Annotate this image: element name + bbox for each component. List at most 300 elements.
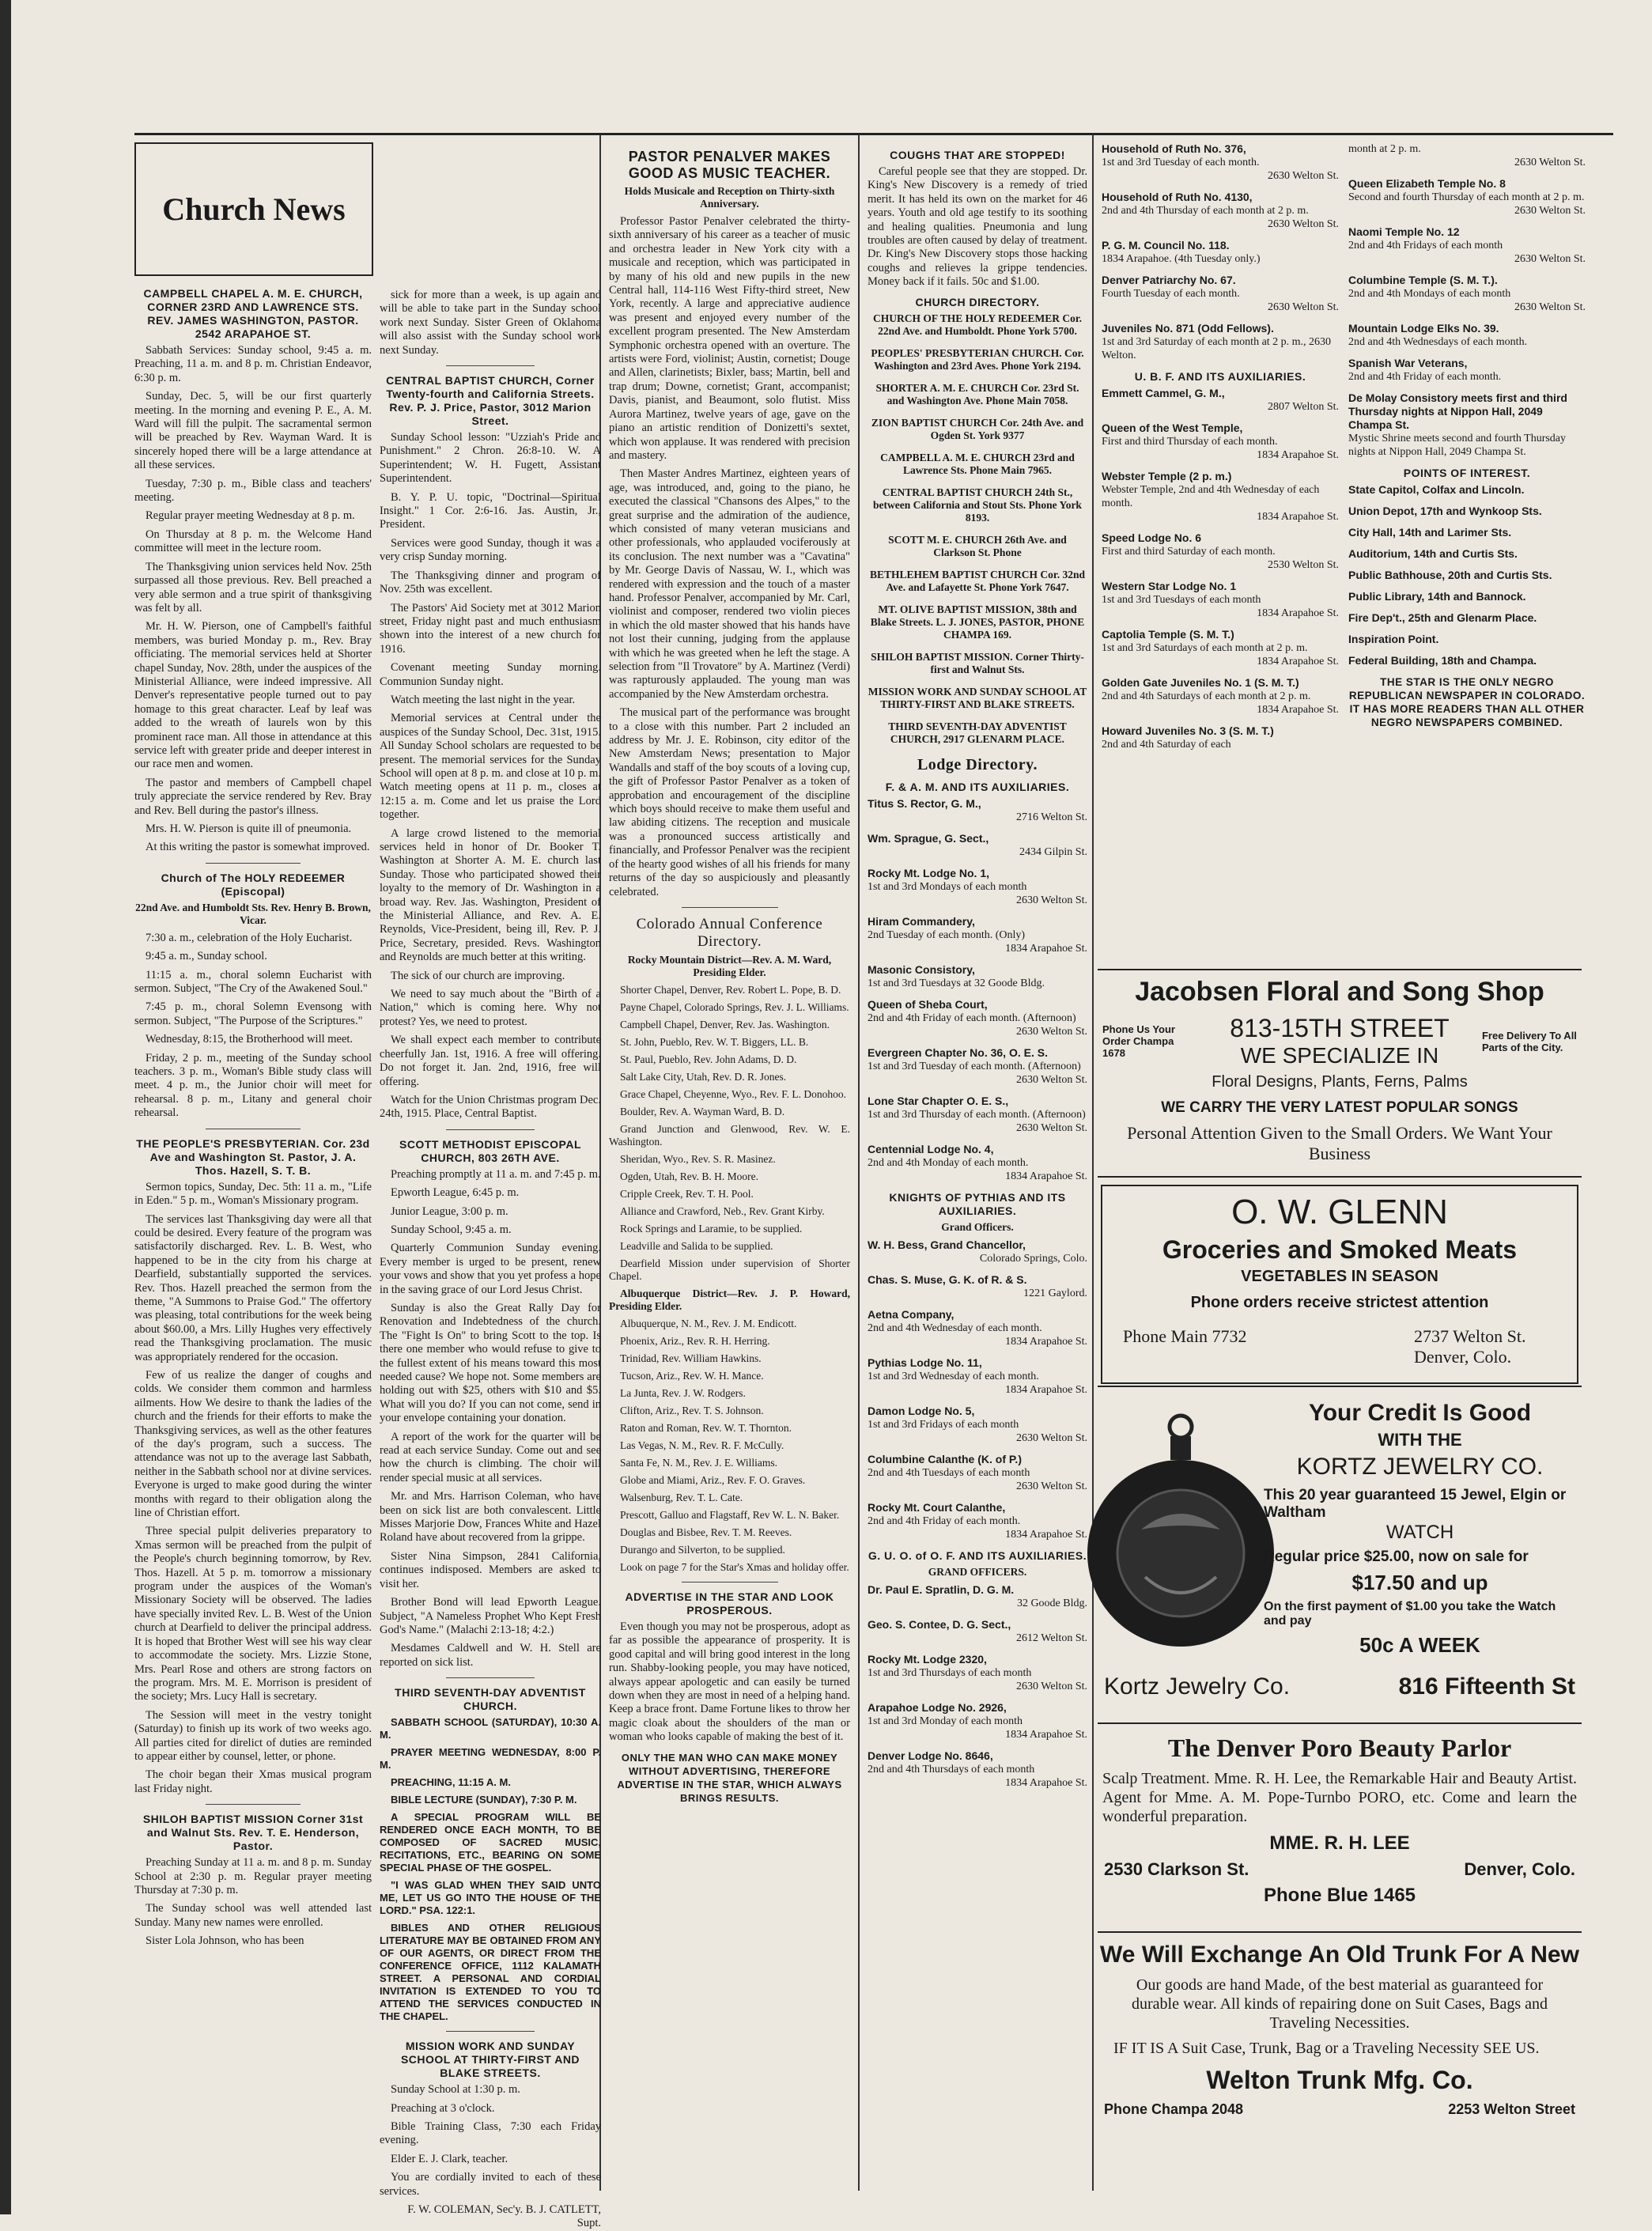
lodge-name: Howard Juveniles No. 3 (S. M. T.) [1102,724,1274,737]
shiloh-heading: SHILOH BAPTIST MISSION Corner 31st and Walnut Sts. Rev. T. E. Henderson, Pastor. [142,1813,364,1853]
lodge-name: Denver Patriarchy No. 67. [1102,274,1236,286]
points-of-interest-heading: POINTS OF INTEREST. [1403,467,1531,479]
list-item: Leadville and Salida to be supplied. [620,1239,773,1252]
point-of-interest: City Hall, 14th and Larimer Sts. [1348,526,1512,539]
paragraph: A large crowd listened to the memorial services held in honor of Dr. Booker T. Washington at Shorter A. M. E. church last Sunday. Those who participated showed their loyalty to the memory of Dr. Washington in a broad way. Rev. Jas. Washington, President of the Ministerial Alliance, and Rev. A. E. Reynolds, Vice-President, being ill, Rev. P. J. Price, Secretary, presided. Revs. Washington and Reynolds are much better at this writing. [380,826,601,964]
lodge-address: 1834 Arapahoe St. [1005,942,1087,955]
list-item: Shorter Chapel, Denver, Rev. Robert L. Pope, B. D. [620,983,841,996]
lodge-entry [868,1453,1087,1493]
lodge-entry [1102,274,1339,314]
jacobsen-songs: WE CARRY THE VERY LATEST POPULAR SONGS [1161,1099,1518,1116]
jacobsen-attention: Personal Attention Given to the Small Orders. We Want Your Business [1127,1123,1552,1163]
paragraph: sick for more than a week, is up again and will be able to take part in the Sunday school work next Sunday. Sister Green of Oklahoma will also assist with the Sunday school work next Sunday. [380,289,601,357]
lodge-schedule: 2nd and 4th Wednesdays of each month. [1348,336,1528,348]
adventist-body [380,1716,601,2023]
trunk-ad [1098,1934,1582,2194]
lodge-schedule: 1st and 3rd Tuesdays of each month [1102,594,1261,606]
lodge-entry [1102,676,1339,717]
poro-ad [1098,1726,1582,1933]
paragraph: Sunday School lesson: "Uzziah's Pride and Punishment." 2 Chron. 26:8-10. W. A Superintendent; W. H. Fugett, Assistant Superintendent. [380,431,601,486]
poro-city: Denver, Colo. [1464,1859,1575,1879]
kp-subheading: Grand Officers. [941,1220,1014,1233]
church-directory-entry: ZION BAPTIST CHURCH Cor. 24th Ave. and Ogden St. York 9377 [871,416,1084,441]
paragraph: Sunday is also the Great Rally Day for Renovation and Indebtedness of the church. The "Fight Is On" to bring Scott to the top. Is there one member who would refuse to give to the fullest extent of his means toward this most needed cause? We hope not. Some members are holding out with $25, others with $10 and $5. What will you do? If you can not come, send in your envelope containing your donation. [380,1301,601,1425]
lodge-address: 2630 Welton St. [1015,894,1087,906]
paragraph: Few of us realize the danger of coughs and colds. We consider them common and harmless ailments. How We desire to thank the ladies of the church and the friends for their efforts to make the Thanksgiving services, as well as the other features of the day's program, such a success. The attendance was not up to the average last Sabbath, neither in the Sabbath school nor at divine services. Everyone is urged to make good during the winter months with regard to their obligation along the line of Christian effort. [134,1368,372,1520]
list-item: Durango and Silverton, to be supplied. [620,1543,785,1556]
lodge-address: 2630 Welton St. [1015,1680,1087,1692]
lodge-address: 1834 Arapahoe St. [1257,704,1339,716]
lodge-name: Naomi Temple No. 12 [1348,225,1460,238]
point-of-interest: State Capitol, Colfax and Lincoln. [1348,483,1525,496]
lodge-name: Western Star Lodge No. 1 [1102,580,1237,592]
lodge-entry [1348,225,1586,266]
paragraph: The Thanksgiving union services held Nov. 25th surpassed all those previous. Rev. Bell preached a very able sermon and a true spirit of thanksgiving was felt by all. [134,560,372,614]
paragraph: Brother Bond will lead Epworth League. Subject, "A Nameless Prophet Who Kept Fresh God's Name." (Malachi 2:13-18; 4:2.) [380,1596,601,1636]
lodge-entry [1102,470,1339,524]
paragraph: The Sunday school was well attended last Sunday. Many new names were enrolled. [134,1902,372,1929]
lodge-address: 2630 Welton St. [1015,1431,1087,1444]
lodge-name: Webster Temple (2 p. m.) [1102,470,1232,482]
lodge-name: Captolia Temple (S. M. T.) [1102,628,1234,641]
peoples-heading: THE PEOPLE'S PRESBYTERIAN. Cor. 23d Ave and Washington St. Pastor, J. A. Thos. Hazell, S. T. B. [136,1136,370,1177]
lodge-entry [1348,142,1586,169]
separator [206,1804,301,1805]
paragraph: You are cordially invited to each of these services. [380,2171,601,2198]
lodge-address: 2630 Welton St. [1514,301,1586,313]
paragraph: The services last Thanksgiving day were all that could be desired. Every feature of the program was satisfactorily discharged. Rev. L. B. West, who happened to be in the city from his charge at Dearfield, substantially supported the services. Rev. Thos. Hazell preached the sermon from the theme, "A Summons to Praise God." The offertory was pleasing, total contributions for the week being about $60.00, a Mrs. Lilly Hughes very effectively read the Thanksgiving proclamation. The music was appropriately rendered for the occasion. [134,1212,372,1363]
masthead-title: Church News [162,191,346,227]
poro-title: The Denver Poro Beauty Parlor [1167,1734,1512,1762]
trunk-body2: IF IT IS A Suit Case, Trunk, Bag or a Traveling Necessity SEE US. [1113,2040,1540,2057]
lodge-name: Golden Gate Juveniles No. 1 (S. M. T.) [1102,676,1299,689]
lodge-entry [1102,191,1339,231]
lodge-entry [1102,628,1339,668]
lodge-name: Geo. S. Contee, D. G. Sect., [868,1617,1011,1631]
paragraph: Epworth League, 6:45 p. m. [391,1186,520,1200]
lodge-schedule: 2nd and 4th Thursdays of each month [868,1763,1035,1775]
lodge-name: Wm. Sprague, G. Sect., [868,831,989,845]
lodge-schedule: First and third Saturday of each month. [1102,546,1276,558]
kortz-line3: KORTZ JEWELRY CO. [1296,1454,1544,1480]
jacobsen-phone: Phone Us Your Order Champa 1678 [1102,1023,1175,1059]
trunk-body1: Our goods are hand Made, of the best material as guaranteed for durable wear. All kinds of repairing done on Suit Cases, Bags and Traveling Necessities. [1131,1976,1548,2032]
lodge-name: Hiram Commandery, [868,914,975,928]
jacobsen-address: 813-15TH STREET [1230,1014,1450,1042]
list-item: Payne Chapel, Colorado Springs, Rev. J. L. Williams. [620,1000,849,1013]
glenn-line1: Groceries and Smoked Meats [1162,1235,1518,1264]
lodge-name: Masonic Consistory, [868,962,975,976]
list-item: Dearfield Mission under supervision of Shorter Chapel. [609,1257,850,1282]
paragraph: Sunday School at 1:30 p. m. [391,2083,520,2097]
coughs-heading: COUGHS THAT ARE STOPPED! [890,149,1065,161]
lodge-entry [868,1701,1087,1741]
list-item: Salt Lake City, Utah, Rev. D. R. Jones. [620,1070,787,1083]
paragraph: Mr. and Mrs. Harrison Coleman, who have been on sick list are both convalescent. Little Misses Marjorie Dow, Frances White and Hazel Roland have about recovered from la grippe. [380,1490,601,1545]
paragraph: Friday, 2 p. m., meeting of the Sunday school teachers. 3 p. m., Woman's Bible study class will meet. 4 p. m., the Junior choir will meet for rehearsal. 8 p. m., Litany and general choir rehearsal. [134,1051,372,1120]
church-directory-entry: MT. OLIVE BAPTIST MISSION, 38th and Blake Streets. L. J. JONES, PASTOR, PHONE CHAMPA 169. [870,603,1085,641]
lodge-entry [868,1238,1087,1265]
lodge-address: 2630 Welton St. [1267,301,1339,313]
paragraph: Junior League, 3:00 p. m. [391,1204,508,1218]
list-item: Rock Springs and Laramie, to be supplied. [620,1222,803,1235]
column-6 [1348,142,1586,973]
district-heading: Albuquerque District—Rev. J. P. Howard, Presiding Elder. [609,1287,850,1312]
poro-address: 2530 Clarkson St. [1104,1859,1249,1879]
paragraph: Watch for the Union Christmas program Dec. 24th, 1915. Place, Central Baptist. [380,1093,601,1121]
lodge-schedule: 1st and 3rd Thursdays of each month [868,1666,1032,1679]
trunk-address: 2253 Welton Street [1448,2101,1575,2117]
column-1 [134,142,372,2199]
lodge-list [1102,142,1339,362]
paragraph: Wednesday, 8:15, the Brotherhood will meet. [146,1033,353,1046]
paragraph: The Pastors' Aid Society met at 3012 Marion street, Friday night past and much enthusiasm shown into the interest of a new church for 1916. [380,601,601,656]
list-item: Cripple Creek, Rev. T. H. Pool. [620,1187,754,1200]
paragraph: "I WAS GLAD WHEN THEY SAID UNTO ME, LET US GO INTO THE HOUSE OF THE LORD." PSA. 122:1. [380,1879,601,1917]
lodge-address: Colorado Springs, Colo. [979,1252,1087,1265]
lodge-schedule: Mystic Shrine meets second and fourth Thursday nights at Nippon Hall, 2049 Champa St. [1348,433,1567,458]
lodge-schedule: 2nd and 4th Saturdays of each month at 2 p. m. [1102,690,1311,702]
lodge-address: 2630 Welton St. [1015,1121,1087,1134]
lodge-entry [868,1356,1087,1397]
separator [446,1677,535,1678]
lodge-entry [868,1308,1087,1348]
lodge-schedule: 1st and 3rd Tuesday of each month. [1102,157,1260,168]
lodge-entry [868,1583,1087,1610]
conference-list [609,984,850,1574]
paragraph: Mesdames Caldwell and W. H. Stell are reported on sick list. [380,1642,601,1669]
kortz-ad [1098,1389,1582,1724]
lodge-entry [868,867,1087,907]
point-of-interest: Inspiration Point. [1348,633,1439,645]
lodge-name: Household of Ruth No. 376, [1102,142,1246,155]
lodge-name: Emmett Cammel, G. M., [1102,387,1225,399]
glenn-title: O. W. GLENN [1231,1193,1448,1231]
paragraph: Sermon topics, Sunday, Dec. 5th: 11 a. m., "Life in Eden." 5 p. m., Woman's Missionary program. [134,1180,372,1208]
lodge-entry [1348,274,1586,314]
paragraph: Careful people see that they are stopped. Dr. King's New Discovery is a remedy of tried merit. It has held its own on the market for 46 years. Youth and old age testify to its soothing and healing qualities. Pneumonia and lung troubles are often caused by delay of treatment. Dr. King's New Discovery stops those hacking coughs and relieves la grippe tendencies. Money back if it fails. 50c and $1.00. [868,165,1087,289]
redeemer-heading: Church of The HOLY REDEEMER (Episcopal) [161,871,346,898]
list-item: Prescott, Galluo and Flagstaff, Rev W. L. N. Baker. [620,1508,840,1521]
paragraph: SABBATH SCHOOL (SATURDAY), 10:30 A. M. [380,1716,601,1741]
paragraph: Sabbath Services: Sunday school, 9:45 a. m. Preaching, 11 a. m. and 8 p. m. Christian Endeavor, 6:30 p. m. [134,344,372,384]
paragraph: 11:15 a. m., choral solemn Eucharist with sermon. Subject, "The Cry of the Awakened Soul." [134,968,372,996]
column-2 [372,142,601,2230]
lodge-name: De Molay Consistory meets first and third Thursday nights at Nippon Hall, 2049 Champa St. [1348,391,1567,431]
lodge-schedule: Fourth Tuesday of each month. [1102,288,1240,300]
list-item: Las Vegas, N. M., Rev. R. F. McCully. [620,1439,784,1451]
paragraph: We shall expect each member to contribute cheerfully Jan. 1st, 1916. A free will offering. Do not forget it. Jan. 2nd, 1916, free will offering. [380,1034,601,1088]
kortz-line5: WATCH [1385,1522,1454,1543]
lodge-address: 1834 Arapahoe St. [1005,1728,1087,1741]
lodge-schedule: 2nd and 4th Wednesday of each month. [868,1322,1042,1334]
masthead-box [134,142,373,276]
paragraph: The choir began their Xmas musical program last Friday night. [134,1768,372,1795]
separator [206,863,301,864]
odd-fellows-subheading: GRAND OFFICERS. [928,1565,1027,1578]
mission-heading: MISSION WORK AND SUNDAY SCHOOL AT THIRTY-FIRST AND BLAKE STREETS. [400,2040,580,2080]
lodge-name: Spanish War Veterans, [1348,357,1468,369]
paragraph: A report of the work for the quarter will be read at each service Sunday. Come out and see how the church is climbing. The choir will render special music at all services. [380,1430,601,1484]
lodge-schedule: 2nd and 4th Saturday of each [1102,739,1231,751]
kortz-line2: WITH THE [1378,1430,1462,1450]
penalver-heading: PASTOR PENALVER MAKES GOOD AS MUSIC TEACHER. [628,149,831,181]
lodge-entry [1348,391,1586,459]
adventist-heading: THIRD SEVENTH-DAY ADVENTIST CHURCH. [395,1686,586,1713]
lodge-name: Aetna Company, [868,1307,955,1321]
lodge-entry [1348,177,1586,217]
lodge-schedule: 1st and 3rd Mondays of each month [868,880,1027,893]
lodge-entry [868,1405,1087,1445]
lodge-entry [1102,724,1339,751]
trunk-title: We Will Exchange An Old Trunk For A New [1100,1942,1579,1968]
lodge-address: 2630 Welton St. [1267,218,1339,230]
lodge-entry [1102,531,1339,572]
lodge-entry [868,998,1087,1038]
lodge-entry [868,1749,1087,1790]
list-item: Grace Chapel, Cheyenne, Wyo., Rev. F. L. Donohoo. [620,1087,847,1100]
trunk-company: Welton Trunk Mfg. Co. [1206,2066,1473,2094]
ubf-lodge-list [1102,387,1339,751]
lodge-schedule: 2nd and 4th Friday of each month. [868,1514,1021,1527]
redeemer-subheading: 22nd Ave. and Humboldt Sts. Rev. Henry B. Brown, Vicar. [135,901,371,926]
lodge-name: Chas. S. Muse, G. K. of R. & S. [868,1272,1027,1286]
kp-lodge-list [868,1238,1087,1541]
list-item: La Junta, Rev. J. W. Rodgers. [620,1386,746,1399]
church-directory-entry: BETHLEHEM BAPTIST CHURCH Cor. 32nd Ave. and Lafayette St. Phone York 7647. [870,568,1085,593]
central-heading: CENTRAL BAPTIST CHURCH, Corner Twenty-fourth and California Streets. Rev. P. J. Price, Pastor, 3012 Marion Street. [386,374,595,428]
list-item: Globe and Miami, Ariz., Rev. F. O. Graves. [620,1473,806,1486]
paragraph: A SPECIAL PROGRAM WILL BE RENDERED ONCE EACH MONTH, TO BE COMPOSED OF SACRED MUSIC, RECITATIONS, ETC., BEARING ON SOME SPECIAL PHASE OF THE GOSPEL. [380,1811,601,1874]
advertise-closing: ONLY THE MAN WHO CAN MAKE MONEY WITHOUT ADVERTISING, THEREFORE ADVERTISE IN THE STAR, WHICH ALWAYS BRINGS RESULTS. [617,1751,842,1804]
paragraph: We need to say much about the "Birth of a Nation," which is coming here. Why not protest? Yes, we need to protest. [380,988,601,1028]
lodge-name: Pythias Lodge No. 11, [868,1356,982,1369]
lodge-schedule: Webster Temple, 2nd and 4th Wednesday of each month. [1102,484,1320,509]
lodge-entry [1348,357,1586,384]
lodge-entry [1102,422,1339,462]
list-item: Albuquerque, N. M., Rev. J. M. Endicott. [620,1317,797,1329]
lodge-address: 1834 Arapahoe St. [1005,1335,1087,1348]
lodge-entry [1102,387,1339,414]
lodge-schedule: First and third Thursday of each month. [1102,436,1278,448]
lodge-schedule: 1st and 3rd Saturday of each month at 2 p. m., 2630 Welton. [1102,336,1332,361]
list-item: Alliance and Crawford, Neb., Rev. Grant Kirby. [620,1204,825,1217]
lodge-address: 1834 Arapahoe St. [1257,656,1339,667]
lodge-entry [868,1653,1087,1693]
lodge-entry [868,1095,1087,1135]
church-directory-heading: CHURCH DIRECTORY. [915,295,1040,308]
list-item: Walsenburg, Rev. T. L. Cate. [620,1491,743,1503]
top-rule [134,133,1613,135]
point-of-interest: Federal Building, 18th and Champa. [1348,654,1537,667]
church-directory-entry: MISSION WORK AND SUNDAY SCHOOL AT THIRTY-FIRST AND BLAKE STREETS. [868,685,1087,710]
church-directory-entry: SCOTT M. E. CHURCH 26th Ave. and Clarkson St. Phone [888,533,1067,558]
kortz-line6: Regular price $25.00, now on sale for [1264,1548,1529,1565]
paragraph: Bible Training Class, 7:30 each Friday evening. [380,2119,601,2147]
lodge-schedule: 1st and 3rd Thursday of each month. (Afternoon) [868,1108,1086,1121]
lodge-name: Titus S. Rector, G. M., [868,796,981,810]
paragraph: The sick of our church are improving. [391,969,565,982]
paragraph: Sunday School, 9:45 a. m. [391,1223,512,1236]
lodge-entry [1102,580,1339,620]
kortz-footer-name: Kortz Jewelry Co. [1104,1673,1291,1700]
paragraph: At this writing the pastor is somewhat improved. [146,841,370,854]
lodge-name: Rocky Mt. Lodge No. 1, [868,866,990,879]
lodge-schedule: 1st and 3rd Wednesday of each month. [868,1370,1039,1382]
church-directory-entry: CAMPBELL A. M. E. CHURCH 23rd and Lawrence Sts. Phone Main 7965. [880,451,1075,476]
paragraph: The pastor and members of Campbell chapel truly appreciate the service rendered by Rev. Bray and Rev. Bell during the pastor's illness. [134,776,372,817]
lodge-schedule: 1834 Arapahoe. (4th Tuesday only.) [1102,253,1261,265]
lodge-schedule: 2nd and 4th Thursday of each month at 2 p. m. [1102,205,1309,217]
lodge-schedule: 2nd and 4th Mondays of each month [1348,288,1511,300]
list-item: Sheridan, Wyo., Rev. S. R. Masinez. [620,1152,776,1165]
lodge-name: Evergreen Chapter No. 36, O. E. S. [868,1046,1048,1059]
church-directory-list [868,312,1087,746]
paragraph: Then Master Andres Martinez, eighteen years of age, was introduced, and, going to the piano, he executed the classical "Chansons des Alpes," to the great surprise and the admiration of the audience, which consisted of many veteran musicians and other professionals, who applauded vociferously at its conclusion. The next number was a "Cavatina" by Mr. George Davis of Nassau, W. I., which was rendered with expression and the touch of a master hand. Professor Penalver, accompanied by Mr. Carl, violinist and composer, rendered two violin pieces in which the old master showed that his hands have not lost their cunning, judging from the applause with which he was greeted when he left the stage. A selection from "Il Trovatore" by A. Martinez (Verdi) was rapturously applauded. The young man was accompanied by the New Amsterdam orchestra. [609,467,850,701]
lodge-schedule: 2nd and 4th Fridays of each month [1348,240,1503,251]
lodge-name: Rocky Mt. Lodge 2320, [868,1652,987,1666]
lodge-name: Household of Ruth No. 4130, [1102,191,1253,203]
lodge-name: Denver Lodge No. 8646, [868,1749,993,1762]
separator [446,2031,535,2032]
glenn-line2: VEGETABLES IN SEASON [1241,1268,1438,1285]
lodge-address: 2630 Welton St. [1015,1073,1087,1086]
lodge-address: 1834 Arapahoe St. [1005,1170,1087,1182]
kortz-line8: 50c A WEEK [1359,1633,1480,1657]
lodge-address: 1834 Arapahoe St. [1257,511,1339,523]
paragraph: Mrs. H. W. Pierson is quite ill of pneumonia. [146,822,352,835]
separator [446,1129,535,1130]
lodge-address: 2630 Welton St. [1015,1480,1087,1492]
point-of-interest: Fire Dep't., 25th and Glenarm Place. [1348,611,1537,624]
lodge-schedule: 2nd and 4th Friday of each month. [1348,371,1502,383]
ubf-heading: U. B. F. AND ITS AUXILIARIES. [1134,370,1306,383]
column-rule [1092,134,1094,2191]
column-5 [1102,142,1339,973]
paragraph: Sister Nina Simpson, 2841 California, continues indisposed. Members are asked to visit her. [380,1549,601,1590]
lodge-entry [868,963,1087,990]
paragraph: The Session will meet in the vestry tonight (Saturday) to finish up its work of two weeks ago. All parties cited for direlict of duties are reminded to appear either by counsel, letter, or phone. [134,1708,372,1763]
list-item: St. Paul, Pueblo, Rev. John Adams, D. D. [620,1053,797,1065]
list-item: Santa Fe, N. M., Rev. J. E. Williams. [620,1456,777,1469]
lodge-entry [868,1143,1087,1183]
lodge-directory-heading: Lodge Directory. [917,755,1038,773]
paragraph: Memorial services at Central under the auspices of the Sunday School, Dec. 31st, 1915. All Sunday School scholars are requested to be present. The memorial services for the Sunday School will open at 8 p. m. and close at 10 p. m. Watch meeting opens at 11 p. m., closes at 12:15 a. m. Come and let us praise the Lord together. [380,712,601,822]
point-of-interest: Public Bathhouse, 20th and Curtis Sts. [1348,569,1552,581]
paragraph: On Thursday at 8 p. m. the Welcome Hand committee will meet in the lecture room. [134,527,372,555]
paragraph: Quarterly Communion Sunday evening. Every member is urged to be present, renew your vows and show that you yet profess a hope in the saving grace of our Lord Jesus Christ. [380,1242,601,1296]
lodge-name: Damon Lodge No. 5, [868,1404,975,1417]
lodge-schedule: 2nd Tuesday of each month. (Only) [868,928,1026,941]
church-directory-entry: PEOPLES' PRESBYTERIAN CHURCH. Cor. Washington and 23rd Aves. Phone York 2194. [871,346,1084,372]
lodge-name: Speed Lodge No. 6 [1102,531,1202,544]
lodge-entry [1348,322,1586,349]
fam-lodge-list [868,797,1087,1183]
separator [682,907,778,908]
pocket-watch-icon [1113,1403,1248,1664]
paragraph: Tuesday, 7:30 p. m., Bible class and teachers' meeting. [134,477,372,505]
lodge-entry [868,1273,1087,1300]
poro-phone: Phone Blue 1465 [1263,1885,1416,1906]
paragraph: The musical part of the performance was brought to a close with this number. Part 2 included an address by Mr. J. E. Robinson, city editor of the New Amsterdam News; presentation to Major Wandalls and staff of the boy scouts of a loving cup, the gift of Professor Pastor Penalver as a token of approbation and encouragement of the discipline which boys should receive to make them useful and law abiding citizens. The reception and musicale was a pronounced success artistically and financially, and Professor Penalver was the recipient of the hearty good wishes of all his friends for many returns of the day so auspiciously and pleasantly celebrated. [609,706,850,898]
list-item: Grand Junction and Glenwood, Rev. W. E. Washington. [609,1122,850,1148]
lodge-name: Juveniles No. 871 (Odd Fellows). [1102,322,1274,335]
column-rule [858,134,860,2191]
lodge-address: 1834 Arapahoe St. [1257,607,1339,619]
list-item: Trinidad, Rev. William Hawkins. [620,1352,762,1364]
lodge-entry [868,832,1087,859]
lodge-name: Queen of Sheba Court, [868,997,988,1011]
kortz-line4: This 20 year guaranteed 15 Jewel, Elgin or Waltham [1264,1487,1567,1521]
odd-fellows-heading: G. U. O. of O. F. AND ITS AUXILIARIES. [868,1548,1087,1562]
paragraph: Preaching Sunday at 11 a. m. and 8 p. m. Sunday School at 2:30 p. m. Regular prayer meeting Thursday at 7:30 p. m. [134,1856,372,1896]
list-item: Raton and Roman, Rev. W. T. Thornton. [620,1421,792,1434]
list-item: St. John, Pueblo, Rev. W. T. Biggers, LL. B. [620,1035,809,1048]
scott-heading: SCOTT METHODIST EPISCOPAL CHURCH, 803 26TH AVE. [399,1137,582,1164]
lodge-schedule: 2nd and 4th Friday of each month. (Afternoon) [868,1012,1076,1024]
point-of-interest: Auditorium, 14th and Curtis Sts. [1348,547,1518,560]
paragraph: Watch meeting the last night in the year. [391,693,576,706]
kp-heading: KNIGHTS OF PYTHIAS AND ITS AUXILIARIES. [889,1190,1066,1217]
jacobsen-special: WE SPECIALIZE IN [1240,1043,1439,1068]
paragraph: Sunday, Dec. 5, will be our first quarterly meeting. In the morning and evening P. E., A. M. Ward will fill the pulpit. The sacramental sermon will be preached by Rev. Wayman Ward. It is sincerely hoped there will be a large attendance at all these services. [134,390,372,472]
glenn-ad [1098,1178,1582,1387]
paragraph: BIBLE LECTURE (SUNDAY), 7:30 P. M. [391,1794,577,1806]
lodge-name: Columbine Calanthe (K. of P.) [868,1452,1022,1465]
lodge-address: 1221 Gaylord. [1023,1287,1087,1299]
lodge-address: 2630 Welton St. [1514,157,1586,168]
paragraph: Elder E. J. Clark, teacher. [391,2152,508,2165]
lodge-address: 2630 Welton St. [1514,205,1586,217]
lodge-name: W. H. Bess, Grand Chancellor, [868,1238,1026,1251]
kortz-footer-address: 816 Fifteenth St [1398,1673,1575,1700]
conference-subheading: Rocky Mountain District—Rev. A. M. Ward, Presiding Elder. [627,953,832,978]
conference-heading: Colorado Annual Conference Directory. [636,915,823,950]
lodge-name: Arapahoe Lodge No. 2926, [868,1700,1007,1714]
lodge-entry [868,915,1087,955]
church-directory-entry: SHORTER A. M. E. CHURCH Cor. 23rd St. and Washington Ave. Phone Main 7058. [875,381,1079,406]
list-item: Campbell Chapel, Denver, Rev. Jas. Washington. [620,1018,830,1030]
lodge-schedule: Second and fourth Thursday of each month at 2 p. m. [1348,191,1585,203]
lodge-name: Queen Elizabeth Temple No. 8 [1348,177,1506,190]
advertise-heading: ADVERTISE IN THE STAR AND LOOK PROSPEROUS. [625,1590,834,1617]
column-3 [609,142,850,2199]
lodge-name: Queen of the West Temple, [1102,422,1243,434]
church-directory-entry: CHURCH OF THE HOLY REDEEMER Cor. 22nd Ave. and Humboldt. Phone York 5700. [872,312,1083,337]
separator [446,365,535,366]
lodge-list [1348,142,1586,459]
lodge-schedule: 1st and 3rd Fridays of each month [868,1418,1019,1431]
lodge-address: 1834 Arapahoe St. [1005,1776,1087,1789]
kortz-line7: On the first payment of $1.00 you take the Watch and pay [1264,1600,1556,1628]
lodge-name: Dr. Paul E. Spratlin, D. G. M. [868,1582,1015,1596]
paragraph: 7:30 a. m., celebration of the Holy Eucharist. [146,931,353,944]
lodge-address: 1834 Arapahoe St. [1257,449,1339,461]
point-of-interest: Public Library, 14th and Bannock. [1348,590,1526,603]
kortz-line1: Your Credit Is Good [1308,1400,1532,1426]
lodge-schedule: 1st and 3rd Tuesday of each month. (Afternoon) [868,1060,1081,1072]
lodge-name: Columbine Temple (S. M. T.). [1348,274,1498,286]
paragraph: Sister Lola Johnson, who has been [146,1934,304,1948]
list-item: Tucson, Ariz., Rev. W. H. Mance. [620,1369,764,1382]
lodge-entry [868,1501,1087,1541]
paragraph: The Thanksgiving dinner and program of Nov. 25th was excellent. [380,569,601,596]
church-directory-entry: THIRD SEVENTH-DAY ADVENTIST CHURCH, 2917 GLENARM PLACE. [888,720,1067,745]
campbell-body [134,344,372,855]
list-item: Look on page 7 for the Star's Xmas and holiday offer. [620,1560,849,1573]
paragraph: 9:45 a. m., Sunday school. [146,950,267,963]
scan-edge [0,0,11,2214]
